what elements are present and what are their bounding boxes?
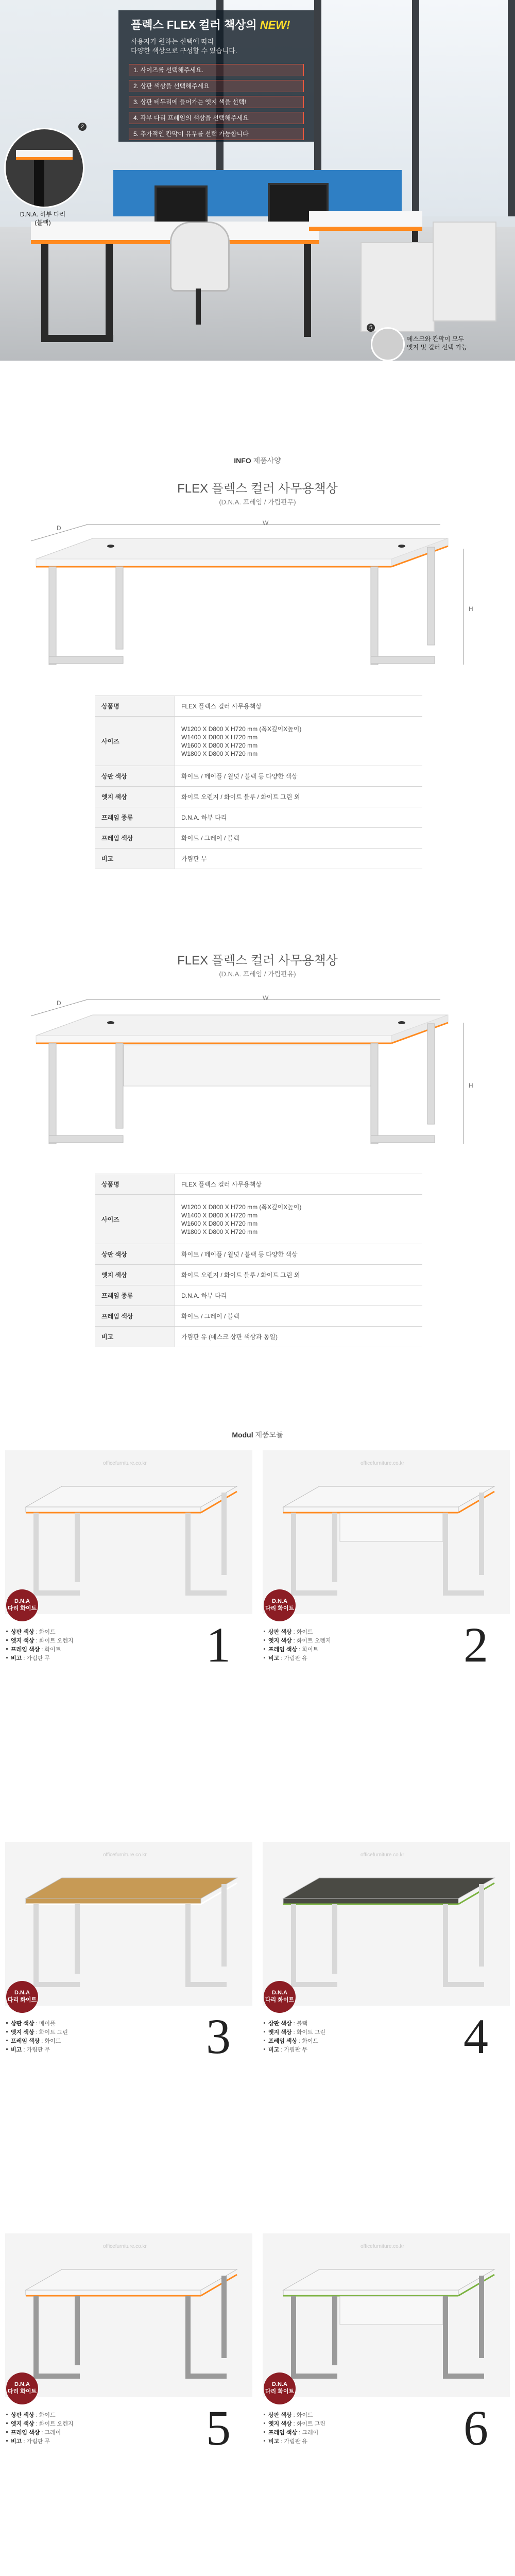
model-info-label: 상판 색상 xyxy=(11,2021,35,2027)
model-desk-illustration xyxy=(263,1842,510,2006)
spec-value xyxy=(175,787,423,807)
spec-value xyxy=(175,1265,423,1285)
spec-value xyxy=(175,828,423,849)
product2-title: FLEX 플렉스 컬러 사무용책상 xyxy=(177,954,338,968)
desk-foot xyxy=(185,1590,227,1596)
model-card-2 xyxy=(263,1450,510,1614)
model-info-label: 프레임 색상 xyxy=(11,2038,40,2044)
spec-key: 사이즈 xyxy=(95,1195,175,1244)
hero-option-4: 4. 각부 다리 프레임의 색상을 선택해주세요 xyxy=(129,112,304,124)
model-desk-illustration xyxy=(263,1450,510,1614)
desk-leg xyxy=(221,1884,227,1967)
spec-key: 프레임 색상 xyxy=(95,828,175,849)
desk-modesty-panel xyxy=(340,1513,443,1541)
model-info-label: 프레임 색상 xyxy=(268,2038,298,2044)
desk-leg xyxy=(75,1904,80,1974)
watermark: officefurniture.co.kr xyxy=(103,1461,147,1466)
desk-foot xyxy=(33,1982,80,1987)
desk-modesty-panel xyxy=(340,2296,443,2325)
desk-foot xyxy=(443,1982,484,1987)
zoom-detail-leg xyxy=(4,128,84,208)
model-info-label: 프레임 색상 xyxy=(268,2430,298,2436)
model-info-line: 엣지 색상 : 화이트 그린 xyxy=(264,2028,325,2037)
model-info-value: 화이트 xyxy=(44,1647,61,1653)
model-info-label: 프레임 색상 xyxy=(11,1647,40,1653)
spec-value xyxy=(175,1285,423,1306)
hero-option-2: 2. 상판 색상을 선택해주세요 xyxy=(129,80,304,92)
model-card-3 xyxy=(5,1842,252,2006)
dna-badge: D.N.A 다리 화이트 xyxy=(264,1981,296,2013)
spec-value xyxy=(175,1244,423,1265)
spec-value xyxy=(175,849,423,869)
model-info-label: 비고 xyxy=(268,1655,280,1662)
model-info-value: 가림판 무 xyxy=(26,2047,50,2053)
desk-top-front xyxy=(283,1899,458,1904)
spec-value-line: 화이트 오렌지 / 화이트 블루 / 화이트 그린 외 xyxy=(181,793,300,801)
model-info-label: 엣지 색상 xyxy=(268,1638,292,1644)
spec-key: 상품명 xyxy=(95,696,175,717)
model-info-line: 상판 색상 : 화이트 xyxy=(6,2411,74,2420)
spec-row xyxy=(95,807,422,828)
spec-value-line: D.N.A. 하부 다리 xyxy=(181,1292,227,1299)
model-info-value: 화이트 xyxy=(296,2412,313,2418)
model-info-line: 상판 색상 : 화이트 xyxy=(264,2411,325,2420)
model-info-value: 화이트 오렌지 xyxy=(296,1638,331,1644)
desk-leg xyxy=(185,2296,191,2378)
product2-subtitle: (D.N.A. 프레임 / 가림판유) xyxy=(219,970,296,978)
hero-cabinet xyxy=(360,242,435,332)
zoom-left-caption: D.N.A. 하부 다리 (블랙) xyxy=(20,211,66,226)
model-info-line: 프레임 색상 : 화이트 xyxy=(6,2037,68,2046)
desk-top xyxy=(26,1486,237,1507)
hero-desk-leg xyxy=(304,244,311,337)
model-info-value: 화이트 그린 xyxy=(296,2421,325,2427)
spec-key: 프레임 종류 xyxy=(95,1285,175,1306)
desk-leg xyxy=(479,1493,484,1575)
model-info-value: 화이트 xyxy=(296,1629,313,1635)
desk-foot xyxy=(291,1982,337,1987)
hero-desk-leg xyxy=(41,335,113,342)
spec-value xyxy=(175,1327,423,1347)
hero-desk xyxy=(309,211,422,231)
spec-value-line: 화이트 오렌지 / 화이트 블루 / 화이트 그린 외 xyxy=(181,1271,300,1279)
desk-top-front xyxy=(26,1899,201,1904)
model-info-label: 상판 색상 xyxy=(268,2021,292,2027)
spec-row xyxy=(95,696,422,717)
dim-height: H xyxy=(469,1082,473,1089)
model-card-4 xyxy=(263,1842,510,2006)
desk-leg xyxy=(221,2276,227,2358)
model-desk-illustration xyxy=(5,1842,252,2006)
desk-leg xyxy=(291,1513,296,1595)
model-info xyxy=(264,2020,325,2055)
model-desk-illustration xyxy=(263,2233,510,2397)
dim-width: W xyxy=(263,994,269,1002)
desk-leg xyxy=(443,1513,448,1595)
model-info-value: 가림판 무 xyxy=(26,1655,50,1662)
spec-key: 비고 xyxy=(95,1327,175,1347)
dna-badge: D.N.A 다리 화이트 xyxy=(264,2372,296,2404)
product1-spec-table xyxy=(95,696,422,869)
spec-value-line: W1400 X D800 X H720 mm xyxy=(181,733,258,741)
spec-key: 엣지 색상 xyxy=(95,1265,175,1285)
spec-row xyxy=(95,849,422,869)
hero-monitor xyxy=(154,185,208,226)
model-info-label: 비고 xyxy=(11,2047,22,2053)
hero-title: 플렉스 FLEX 컬러 책상의 NEW! xyxy=(131,19,290,31)
spec-row xyxy=(95,828,422,849)
hero-option-3: 3. 상판 테두리에 들어가는 엣지 색을 선택! xyxy=(129,96,304,108)
product2-spec-table xyxy=(95,1174,422,1347)
spec-key: 비고 xyxy=(95,849,175,869)
model-info-value: 화이트 오렌지 xyxy=(39,2421,74,2427)
model-info-label: 비고 xyxy=(268,2438,280,2445)
model-info-line: 상판 색상 : 블랙 xyxy=(264,2020,325,2028)
model-info-value: 가림판 유 xyxy=(284,2438,307,2445)
model-info-value: 가림판 무 xyxy=(284,2047,307,2053)
spec-value xyxy=(175,1195,423,1244)
desk-top xyxy=(283,1878,494,1899)
model-info-label: 엣지 색상 xyxy=(11,1638,35,1644)
desk-top-front xyxy=(26,1507,201,1512)
hero-option-5: 5. 추가적인 칸막이 유무를 선택 가능합니다 xyxy=(129,128,304,140)
info-section-header: INFO 제품사양 xyxy=(234,456,281,465)
spec-row xyxy=(95,1174,422,1195)
model-number: 2 xyxy=(464,1617,488,1672)
model-info-value: 화이트 xyxy=(44,2038,61,2044)
model-info-value: 가림판 유 xyxy=(284,1655,307,1662)
desk-foot xyxy=(291,1590,337,1596)
model-info-label: 상판 색상 xyxy=(268,2412,292,2418)
spec-value-line: FLEX 플렉스 컬러 사무용책상 xyxy=(181,1180,262,1188)
model-card-1 xyxy=(5,1450,252,1614)
spec-key: 엣지 색상 xyxy=(95,787,175,807)
dna-badge: D.N.A 다리 화이트 xyxy=(264,1589,296,1621)
model-info-value: 화이트 xyxy=(302,2038,319,2044)
spec-value-line: W1400 X D800 X H720 mm xyxy=(181,1211,258,1219)
dna-badge: D.N.A 다리 화이트 xyxy=(6,1981,38,2013)
dim-width: W xyxy=(263,519,269,527)
model-number: 4 xyxy=(464,2009,488,2064)
model-info xyxy=(6,2411,74,2446)
model-info-line: 비고 : 가림판 무 xyxy=(6,2046,68,2055)
marker-left: 2 xyxy=(78,123,87,131)
model-info-value: 블랙 xyxy=(296,2021,307,2027)
desk-top-front xyxy=(26,2290,201,2295)
model-info-label: 프레임 색상 xyxy=(268,1647,298,1653)
spec-value-line: W1600 X D800 X H720 mm xyxy=(181,741,258,749)
product1-subtitle: (D.N.A. 프레임 / 가림판무) xyxy=(219,498,296,506)
desk-top-front xyxy=(283,2290,458,2295)
model-info-line: 프레임 색상 : 그레이 xyxy=(6,2429,74,2437)
model-info-value: 그레이 xyxy=(302,2430,319,2436)
model-info-label: 상판 색상 xyxy=(268,1629,292,1635)
spec-row xyxy=(95,1327,422,1347)
hero-cabinet xyxy=(433,222,496,321)
marker-right: 5 xyxy=(367,324,375,332)
desk-leg xyxy=(221,1493,227,1575)
desk-leg xyxy=(75,1513,80,1582)
model-info-value: 화이트 xyxy=(302,1647,319,1653)
watermark: officefurniture.co.kr xyxy=(360,1852,404,1858)
model-info-line: 비고 : 가림판 유 xyxy=(264,2437,325,2446)
hero-desk-leg xyxy=(41,244,48,342)
spec-value-line: W1200 X D800 X H720 mm (폭X깊이X높이) xyxy=(181,725,302,733)
product1-diagram xyxy=(0,510,515,680)
model-info-line: 프레임 색상 : 화이트 xyxy=(264,2037,325,2046)
hero-banner xyxy=(0,0,515,361)
model-info-label: 상판 색상 xyxy=(11,2412,35,2418)
spec-key: 상품명 xyxy=(95,1174,175,1195)
desk-leg xyxy=(33,1513,39,1595)
desk-top-front xyxy=(283,1507,458,1512)
model-info-line: 엣지 색상 : 화이트 그린 xyxy=(6,2028,68,2037)
spec-value-line: 화이트 / 그레이 / 블랙 xyxy=(181,834,239,842)
desk-leg xyxy=(332,2296,337,2365)
dim-depth: D xyxy=(57,999,61,1007)
dna-badge: D.N.A 다리 화이트 xyxy=(6,2372,38,2404)
model-number: 1 xyxy=(206,1617,231,1672)
model-info xyxy=(6,2020,68,2055)
desk-top xyxy=(26,1878,237,1899)
model-info-line: 비고 : 가림판 유 xyxy=(264,1654,331,1663)
model-number: 6 xyxy=(464,2400,488,2455)
model-info-line: 엣지 색상 : 화이트 오렌지 xyxy=(264,1637,331,1646)
model-info-label: 상판 색상 xyxy=(11,1629,35,1635)
spec-value-line: FLEX 플렉스 컬러 사무용책상 xyxy=(181,702,262,710)
hero-option-1: 1. 사이즈를 선택해주세요. xyxy=(129,64,304,76)
model-info-value: 그레이 xyxy=(44,2430,61,2436)
model-desk-illustration xyxy=(5,1450,252,1614)
spec-row xyxy=(95,717,422,766)
spec-row xyxy=(95,766,422,787)
spec-key: 상판 색상 xyxy=(95,766,175,787)
desk-foot xyxy=(33,1590,80,1596)
model-info xyxy=(264,2411,325,2446)
model-section-header: Modul 제품모듈 xyxy=(232,1431,283,1439)
desk-foot xyxy=(185,1982,227,1987)
model-info-value: 화이트 그린 xyxy=(296,2029,325,2036)
desk-foot xyxy=(443,2374,484,2379)
spec-value-line: W1200 X D800 X H720 mm (폭X깊이X높이) xyxy=(181,1203,302,1211)
spec-value-line: 가림판 무 xyxy=(181,855,207,862)
desk-foot xyxy=(291,2374,337,2379)
desk-leg xyxy=(443,2296,448,2378)
watermark: officefurniture.co.kr xyxy=(360,1461,404,1466)
hero-description: 사용자가 원하는 선택에 따라 다양한 색상으로 구성할 수 있습니다. xyxy=(131,38,237,55)
spec-value xyxy=(175,717,423,766)
spec-row xyxy=(95,787,422,807)
model-info-line: 상판 색상 : 메이플 xyxy=(6,2020,68,2028)
spec-value-line: 화이트 / 메이플 / 월넛 / 블랙 등 다양한 색상 xyxy=(181,1250,298,1258)
hero-callout xyxy=(118,10,314,142)
desk-foot xyxy=(443,1590,484,1596)
model-card-5 xyxy=(5,2233,252,2397)
desk-leg xyxy=(479,2276,484,2358)
spec-value xyxy=(175,1306,423,1327)
desk-leg xyxy=(443,1904,448,1987)
spec-row xyxy=(95,1265,422,1285)
desk-top xyxy=(283,1486,494,1507)
model-info-line: 엣지 색상 : 화이트 오렌지 xyxy=(6,1637,74,1646)
model-info-label: 엣지 색상 xyxy=(268,2421,292,2427)
watermark: officefurniture.co.kr xyxy=(360,2244,404,2249)
model-info-label: 엣지 색상 xyxy=(268,2029,292,2036)
desk-foot xyxy=(33,2374,80,2379)
spec-value xyxy=(175,696,423,717)
model-number: 3 xyxy=(206,2009,231,2064)
dim-height: H xyxy=(469,605,473,613)
product2-diagram xyxy=(0,984,515,1159)
spec-key: 사이즈 xyxy=(95,717,175,766)
spec-row xyxy=(95,1195,422,1244)
spec-key: 프레임 색상 xyxy=(95,1306,175,1327)
product1-title: FLEX 플렉스 컬러 사무용책상 xyxy=(177,482,338,496)
model-info-line: 비고 : 가림판 무 xyxy=(264,2046,325,2055)
desk-leg xyxy=(332,1904,337,1974)
spec-value-line: W1800 X D800 X H720 mm xyxy=(181,750,258,757)
model-number: 5 xyxy=(206,2400,231,2455)
desk-leg xyxy=(185,1513,191,1595)
spec-key: 프레임 종류 xyxy=(95,807,175,828)
spec-value xyxy=(175,1174,423,1195)
model-info-line: 엣지 색상 : 화이트 그린 xyxy=(264,2420,325,2429)
desk-leg xyxy=(291,1904,296,1987)
model-info-line: 상판 색상 : 화이트 xyxy=(6,1628,74,1637)
model-info-label: 비고 xyxy=(268,2047,280,2053)
model-info-label: 엣지 색상 xyxy=(11,2029,35,2036)
model-info-value: 화이트 그린 xyxy=(39,2029,68,2036)
model-info xyxy=(6,1628,74,1663)
spec-value xyxy=(175,807,423,828)
spec-value xyxy=(175,766,423,787)
model-info-line: 상판 색상 : 화이트 xyxy=(264,1628,331,1637)
model-info-label: 엣지 색상 xyxy=(11,2421,35,2427)
zoom-right-caption: 데스크와 칸막이 모두 엣지 및 컬러 선택 가능 xyxy=(407,335,468,351)
model-info-line: 비고 : 가림판 무 xyxy=(6,1654,74,1663)
model-info-line: 프레임 색상 : 화이트 xyxy=(6,1646,74,1654)
dim-depth: D xyxy=(57,524,61,532)
model-desk-illustration xyxy=(5,2233,252,2397)
desk-leg xyxy=(332,1513,337,1582)
desk-leg xyxy=(291,2296,296,2378)
model-info-value: 가림판 무 xyxy=(26,2438,50,2445)
desk-leg xyxy=(185,1904,191,1987)
model-info-line: 엣지 색상 : 화이트 오렌지 xyxy=(6,2420,74,2429)
desk-leg xyxy=(33,2296,39,2378)
desk-leg xyxy=(75,2296,80,2365)
spec-key: 상판 색상 xyxy=(95,1244,175,1265)
spec-row xyxy=(95,1306,422,1327)
desk-leg xyxy=(479,1884,484,1967)
spec-value-line: D.N.A. 하부 다리 xyxy=(181,814,227,821)
model-info-line: 프레임 색상 : 화이트 xyxy=(264,1646,331,1654)
desk-foot xyxy=(185,2374,227,2379)
hero-desk-leg xyxy=(106,244,113,342)
spec-row xyxy=(95,1244,422,1265)
spec-value-line: W1800 X D800 X H720 mm xyxy=(181,1228,258,1235)
model-info-value: 화이트 xyxy=(39,1629,56,1635)
model-info-value: 화이트 xyxy=(39,2412,56,2418)
hero-chair xyxy=(170,222,230,292)
model-info-line: 프레임 색상 : 그레이 xyxy=(264,2429,325,2437)
model-card-6 xyxy=(263,2233,510,2397)
model-info-label: 프레임 색상 xyxy=(11,2430,40,2436)
model-info-label: 비고 xyxy=(11,1655,22,1662)
dna-badge: D.N.A 다리 화이트 xyxy=(6,1589,38,1621)
watermark: officefurniture.co.kr xyxy=(103,1852,147,1858)
hero-option-list xyxy=(129,64,304,144)
desk-leg xyxy=(33,1904,39,1987)
desk-top xyxy=(26,2269,237,2290)
model-info-value: 메이플 xyxy=(39,2021,56,2027)
model-info-line: 비고 : 가림판 무 xyxy=(6,2437,74,2446)
spec-value-line: 가림판 유 (데스크 상판 색상과 동일) xyxy=(181,1333,278,1341)
spec-value-line: 화이트 / 메이플 / 월넛 / 블랙 등 다양한 색상 xyxy=(181,772,298,780)
spec-value-line: 화이트 / 그레이 / 블랙 xyxy=(181,1312,239,1320)
model-info-value: 화이트 오렌지 xyxy=(39,1638,74,1644)
model-info xyxy=(264,1628,331,1663)
spec-value-line: W1600 X D800 X H720 mm xyxy=(181,1219,258,1227)
watermark: officefurniture.co.kr xyxy=(103,2244,147,2249)
model-info-label: 비고 xyxy=(11,2438,22,2445)
spec-row xyxy=(95,1285,422,1306)
zoom-detail-edge xyxy=(371,327,405,361)
desk-top xyxy=(283,2269,494,2290)
hero-chair-stem xyxy=(196,289,201,325)
